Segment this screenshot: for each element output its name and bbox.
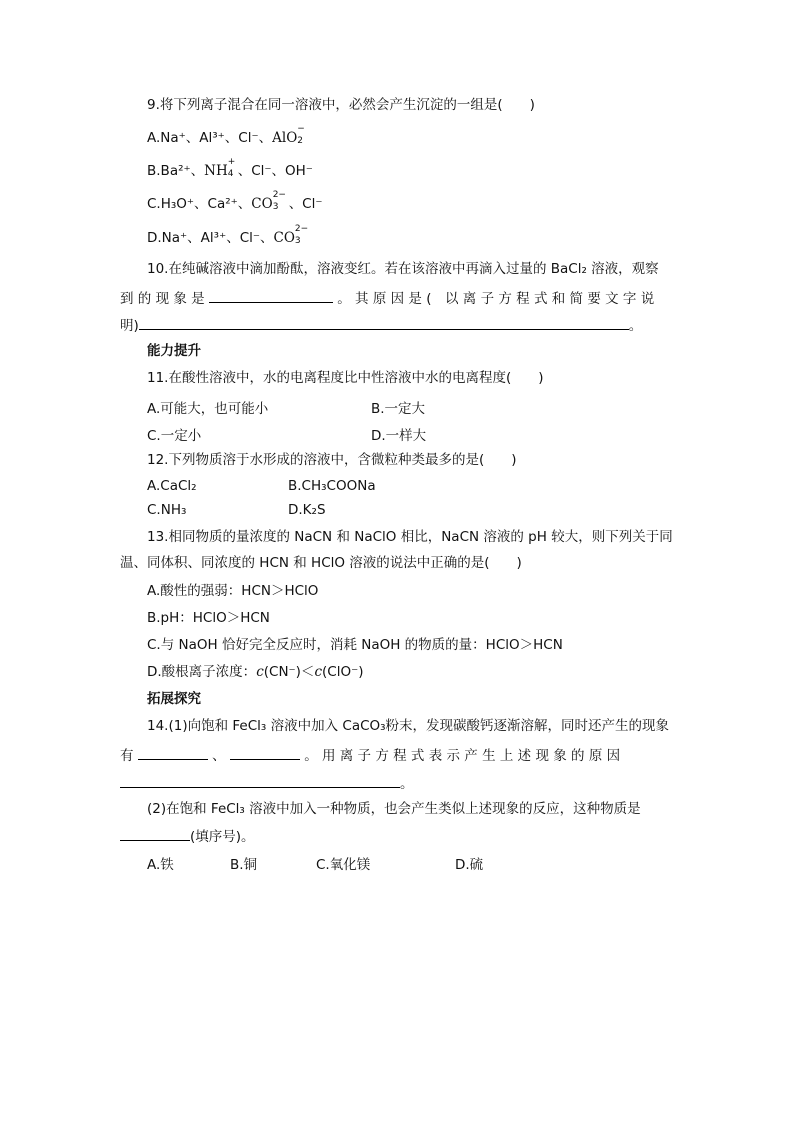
q13-option-a[interactable]: A.酸性的强弱：HCN＞HClO	[147, 583, 319, 599]
q9-option-d[interactable]: D.Na⁺、Al³⁺、Cl⁻、CO 2− 3	[147, 224, 309, 246]
q10-line3: 明) 。	[120, 315, 646, 335]
q13-line1: 13.相同物质的量浓度的 NaCN 和 NaClO 相比，NaCN 溶液的 pH 较大，则下列关于同	[147, 529, 673, 545]
q12-option-b[interactable]: B.CH₃COONa	[288, 478, 376, 494]
q14-option-d[interactable]: D.硫	[455, 857, 484, 873]
q14-option-c[interactable]: C.氧化镁	[316, 857, 371, 873]
q14-answer-blank-2[interactable]	[230, 745, 300, 760]
q11-option-c[interactable]: C.一定小	[147, 428, 202, 444]
q9-option-a[interactable]: A.Na⁺、Al³⁺、Cl⁻、AlO − 2	[147, 124, 305, 146]
q10-line1: 10.在纯碱溶液中滴加酚酞，溶液变红。若在该溶液中再滴入过量的 BaCl₂ 溶液，观察	[147, 261, 659, 277]
q14-line4: (2)在饱和 FeCl₃ 溶液中加入一种物质，也会产生类似上述现象的反应，这种物质是	[147, 801, 641, 817]
q12-option-c[interactable]: C.NH₃	[147, 502, 187, 518]
q12-option-d[interactable]: D.K₂S	[288, 502, 326, 518]
q10-answer-blank-1[interactable]	[209, 288, 333, 303]
section-heading-extension: 拓展探究	[147, 691, 201, 707]
section-heading-ability: 能力提升	[147, 343, 201, 359]
q11-option-b[interactable]: B.一定大	[371, 401, 426, 417]
q14-option-a[interactable]: A.铁	[147, 857, 174, 873]
q14-option-b[interactable]: B.铜	[230, 857, 258, 873]
q12-option-a[interactable]: A.CaCl₂	[147, 478, 197, 494]
q13-option-b[interactable]: B.pH：HClO＞HCN	[147, 610, 270, 626]
q14-line5: (填序号)。	[120, 826, 255, 846]
q14-answer-blank-4[interactable]	[120, 826, 190, 841]
q11-option-d[interactable]: D.一样大	[371, 428, 427, 444]
q9-option-b[interactable]: B.Ba²⁺、NH + 4 、Cl⁻、OH⁻	[147, 157, 313, 179]
q14-line1: 14.(1)向饱和 FeCl₃ 溶液中加入 CaCO₃粉末，发现碳酸钙逐渐溶解，同时还产生的现象	[147, 718, 670, 734]
q9-stem: 9.将下列离子混合在同一溶液中，必然会产生沉淀的一组是( )	[147, 97, 535, 113]
q11-option-a[interactable]: A.可能大，也可能小	[147, 401, 269, 417]
q13-line2: 温、同体积、同浓度的 HCN 和 HClO 溶液的说法中正确的是( )	[120, 555, 522, 571]
q13-option-c[interactable]: C.与 NaOH 恰好完全反应时，消耗 NaOH 的物质的量：HClO＞HCN	[147, 637, 563, 653]
q12-stem: 12.下列物质溶于水形成的溶液中，含微粒种类最多的是( )	[147, 452, 517, 468]
q14-answer-blank-1[interactable]	[138, 745, 208, 760]
q9-option-c[interactable]: C.H₃O⁺、Ca²⁺、CO 2− 3 、Cl⁻	[147, 190, 323, 212]
q13-option-d[interactable]: D.酸根离子浓度：c(CN⁻)＜c(ClO⁻)	[147, 664, 364, 680]
q11-stem: 11.在酸性溶液中，水的电离程度比中性溶液中水的电离程度( )	[147, 370, 544, 386]
q14-line2: 有 、 。 用 离 子 方 程 式 表 示 产 生 上 述 现 象 的 原 因	[120, 745, 646, 765]
q10-answer-blank-2[interactable]	[139, 315, 629, 330]
q14-answer-blank-3[interactable]	[120, 773, 400, 788]
q14-line3: 。	[120, 773, 414, 793]
q10-line2: 到 的 现 象 是 。 其 原 因 是 ( 以 离 子 方 程 式 和 简 要 文 字 说	[120, 288, 646, 308]
